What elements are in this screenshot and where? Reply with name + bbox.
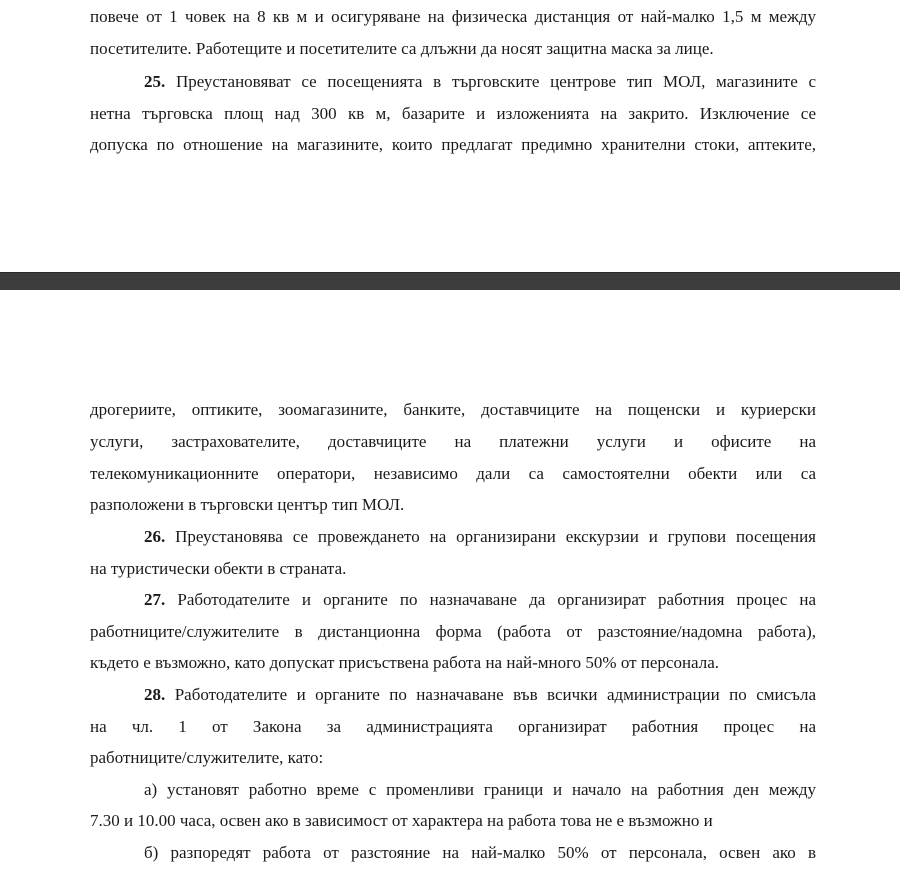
item-number: 26. bbox=[144, 527, 166, 546]
item-number: 27. bbox=[144, 590, 166, 609]
text-line: услуги, застрахователите, доставчиците на платежни услуги и офисите на bbox=[90, 432, 816, 451]
text-line: дрогериите, оптиките, зоомагазините, банките, доставчиците на пощенски и куриерски bbox=[90, 400, 816, 419]
item-number: 28. bbox=[144, 685, 166, 704]
text-line: разположени в търговски център тип МОЛ. bbox=[90, 495, 405, 514]
text-fragment: Работодателите и органите по назначаване да организират работния процес на bbox=[177, 590, 816, 609]
text-line: посетителите. Работещите и посетителите са длъжни да носят защитна маска за лице. bbox=[90, 39, 714, 58]
text-line: работниците/служителите, като: bbox=[90, 748, 324, 767]
page-separator bbox=[0, 272, 900, 291]
text-line: допуска по отношение на магазините, които предлагат предимно хранителни стоки, аптеките, bbox=[90, 135, 816, 154]
text-line: телекомуникационните оператори, независимо дали са самостоятелни обекти или са bbox=[90, 464, 816, 483]
text-fragment: Работодателите и органите по назначаване във всички администрации по смисъла bbox=[174, 685, 816, 704]
text-line: 7.30 и 10.00 часа, освен ако в зависимост от характера на работа това не е възможно и bbox=[90, 811, 713, 830]
text-fragment: Преустановяват се посещенията в търговските центрове тип МОЛ, магазините с bbox=[175, 72, 816, 91]
paragraph-25-first-line bbox=[144, 72, 816, 92]
paragraph-27-first-line bbox=[144, 590, 816, 610]
text-line: където е възможно, като допускат присъствена работа на най-много 50% от персонала. bbox=[90, 653, 720, 672]
paragraph-26-first-line bbox=[144, 527, 816, 547]
document-page-top bbox=[0, 0, 900, 272]
text-line: работниците/служителите в дистанционна форма (работа от разстояние/надомна работа), bbox=[90, 622, 816, 641]
item-number: 25. bbox=[144, 72, 166, 91]
paragraph-28-first-line bbox=[144, 685, 816, 705]
text-line: на чл. 1 от Закона за администрацията организират работния процес на bbox=[90, 717, 816, 736]
text-fragment: Преустановява се провеждането на организирани екскурзии и групови посещения bbox=[175, 527, 816, 546]
document-page-bottom bbox=[0, 290, 900, 875]
text-line: повече от 1 човек на 8 кв м и осигуряване на физическа дистанция от най-малко 1,5 м между bbox=[90, 7, 816, 26]
text-line: на туристически обекти в страната. bbox=[90, 559, 347, 578]
subitem-b-first-line: б) разпоредят работа от разстояние на най-малко 50% от персонала, освен ако в bbox=[144, 843, 816, 862]
subitem-a-first-line: а) установят работно време с променливи граници и начало на работния ден между bbox=[144, 780, 816, 799]
text-line: нетна търговска площ над 300 кв м, базарите и изложенията на закрито. Изключение се bbox=[90, 104, 816, 123]
